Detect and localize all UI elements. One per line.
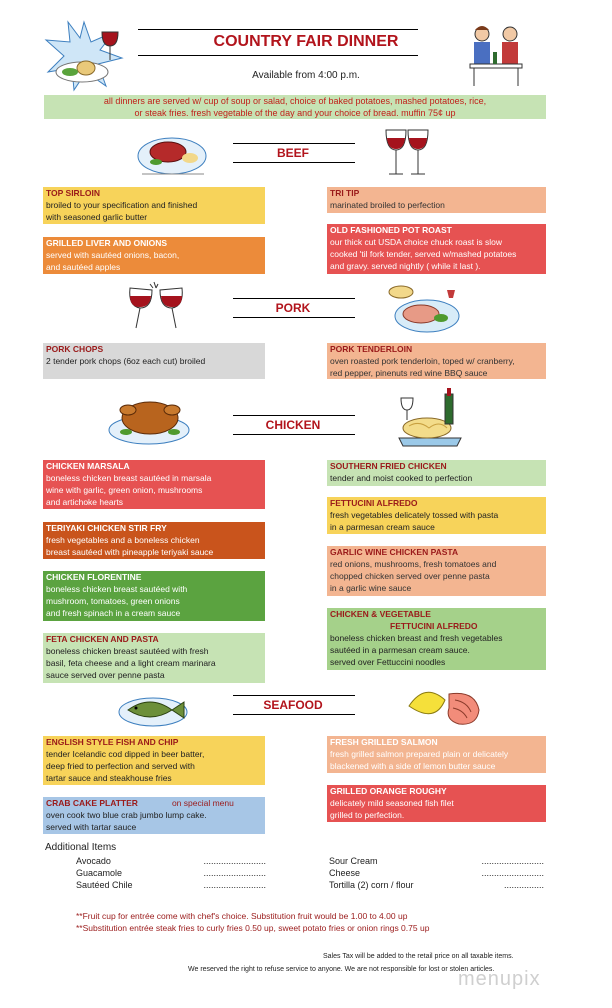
item-name: FETA CHICKEN AND PASTA (46, 634, 159, 644)
item-desc: deep fried to perfection and served with (46, 761, 195, 771)
menu-item-chicken-florentine[interactable] (43, 571, 265, 621)
item-name: PORK TENDERLOIN (330, 344, 413, 354)
roast-chicken-icon (106, 388, 192, 446)
pasta-wine-icon (395, 388, 465, 448)
pork-rule-bottom (233, 317, 355, 318)
item-name: FETTUCINI ALFREDO (330, 498, 418, 508)
item-desc: served with sautéed onions, bacon, (46, 250, 180, 260)
intro-banner (44, 95, 546, 119)
intro-line-1: all dinners are served w/ cup of soup or salad, choice of baked potatoes, mashed potatoes, rice, (103, 96, 487, 106)
addon-name: Guacamole (76, 868, 123, 878)
item-desc: wine with garlic, green onion, mushrooms (46, 485, 203, 495)
item-name: TERIYAKI CHICKEN STIR FRY (46, 523, 167, 533)
item-desc: our thick cut USDA choice chuck roast is slow (330, 237, 502, 247)
item-name: TRI TIP (330, 188, 360, 198)
menu-item-southern-fried[interactable] (327, 460, 546, 486)
item-desc: mushroom, tomatoes, green onions (46, 596, 180, 606)
item-desc: and sautéed apples (46, 262, 121, 272)
menu-item-fish-and-chip[interactable] (43, 736, 265, 785)
chicken-rule-bottom (233, 434, 355, 435)
chicken-rule-top (233, 415, 355, 416)
addon-name: Sautéed Chile (76, 880, 133, 890)
addon-leader: ................ (503, 880, 544, 890)
refuse-note: We reserved the right to refuse service to anyone. We are not responsible for lost or stolen articles. (188, 966, 495, 973)
watermark: menupix (458, 968, 541, 990)
item-desc: and gravy. served nightly ( while it last ). (330, 261, 481, 271)
menu-item-grilled-salmon[interactable] (327, 736, 546, 773)
addon-leader: ......................... (203, 856, 266, 866)
menu-item-chicken-marsala[interactable] (43, 460, 265, 509)
item-name: ENGLISH STYLE FISH AND CHIP (46, 737, 179, 747)
addon-leader: ......................... (481, 856, 544, 866)
section-chicken: CHICKEN (265, 418, 321, 432)
seafood-rule-bottom (233, 714, 355, 715)
item-desc: fresh grilled salmon prepared plain or delicately (330, 749, 509, 759)
item-name: GRILLED LIVER AND ONIONS (46, 238, 168, 248)
pork-plate-icon (385, 282, 461, 336)
menu-item-teriyaki-stir-fry[interactable] (43, 522, 265, 559)
title-rule-bottom (138, 55, 418, 56)
menu-item-feta-chicken-pasta[interactable] (43, 633, 265, 683)
tax-note: Sales Tax will be added to the retail price on all taxable items. (323, 953, 514, 960)
item-name: FRESH GRILLED SALMON (330, 737, 438, 747)
item-desc: served over Fettuccini noodles (330, 657, 446, 667)
addon-name: Sour Cream (329, 856, 378, 866)
page-title: COUNTRY FAIR DINNER (213, 33, 399, 50)
beef-rule-top (233, 143, 355, 144)
list-item (76, 868, 266, 880)
item-desc: 2 tender pork chops (6oz each cut) broiled (46, 356, 206, 366)
item-desc: cooked 'til fork tender, served w/mashed potatoes (330, 249, 517, 259)
menu-item-pork-tenderloin[interactable] (327, 343, 546, 379)
item-desc: with seasoned garlic butter (46, 212, 148, 222)
section-beef: BEEF (276, 146, 309, 160)
intro-line-2: or steak fries. fresh vegetable of the day and your choice of bread. muffin 75¢ up (134, 108, 456, 118)
menu-item-garlic-wine-pasta[interactable] (327, 546, 546, 596)
lemon-shrimp-icon (405, 684, 483, 730)
addon-name: Avocado (76, 856, 111, 866)
list-item (329, 856, 544, 868)
section-pork: PORK (275, 301, 311, 315)
steak-plate-icon (134, 128, 212, 180)
menu-item-crab-cake-platter[interactable] (43, 797, 265, 834)
item-desc: boneless chicken breast sautéed with (46, 584, 188, 594)
menu-item-tri-tip[interactable] (327, 187, 546, 213)
item-desc: grilled to perfection. (330, 810, 405, 820)
addon-name: Cheese (329, 868, 361, 878)
list-item (76, 880, 266, 892)
item-desc: fresh vegetables delicately tossed with pasta (330, 510, 499, 520)
item-name-line-2: FETTUCINI ALFREDO (390, 621, 478, 631)
menu-item-orange-roughy[interactable] (327, 785, 546, 822)
item-desc: served with tartar sauce (46, 822, 137, 832)
item-name: CRAB CAKE PLATTER (46, 798, 138, 808)
item-name: OLD FASHIONED POT ROAST (330, 225, 452, 235)
footnote-fries: **Substitution entrée steak fries to curly fries 0.50 up, sweet potato fries or onion rings 0.75 up (76, 923, 430, 933)
item-name: CHICKEN MARSALA (46, 461, 130, 471)
beef-rule-bottom (233, 162, 355, 163)
menu-item-pork-chops[interactable] (43, 343, 265, 379)
menu-item-pot-roast[interactable] (327, 224, 546, 274)
addon-leader: ......................... (203, 880, 266, 890)
item-desc: marinated broiled to perfection (330, 200, 445, 210)
item-desc: chopped chicken served over penne pasta (330, 571, 490, 581)
section-seafood: SEAFOOD (263, 698, 323, 712)
item-name: TOP SIRLOIN (46, 188, 101, 198)
item-desc: blackened with a side of lemon butter sauce (330, 761, 496, 771)
item-desc: boneless chicken breast sautéed with fresh (46, 646, 209, 656)
item-name: PORK CHOPS (46, 344, 104, 354)
seafood-rule-top (233, 695, 355, 696)
additional-right-list (329, 856, 544, 892)
list-item (329, 880, 544, 892)
footnote-fruit: **Fruit cup for entrée come with chef's choice. Substitution fruit would be 1.00 to 4.00 up (76, 911, 408, 921)
item-desc: oven cook two blue crab jumbo lump cake. (46, 810, 207, 820)
item-desc: tartar sauce and steakhouse fries (46, 773, 172, 783)
item-desc: oven roasted pork tenderloin, toped w/ cranberry, (330, 356, 515, 366)
item-desc: sauce served over penne pasta (46, 670, 165, 680)
item-desc: in a parmesan cream sauce (330, 522, 435, 532)
item-desc: red onions, mushrooms, fresh tomatoes and (330, 559, 497, 569)
pork-rule-top (233, 298, 355, 299)
item-desc: basil, feta cheese and a light cream marinara (46, 658, 216, 668)
item-desc: in a garlic wine sauce (330, 583, 412, 593)
item-name: CHICKEN & VEGETABLE (330, 609, 431, 619)
item-desc: breast sautéed with pineapple teriyaki sauce (46, 547, 214, 557)
menu-item-top-sirloin[interactable] (43, 187, 265, 224)
item-name: CHICKEN FLORENTINE (46, 572, 142, 582)
toast-glasses-icon (124, 278, 188, 332)
star-plate-icon (44, 20, 124, 92)
item-desc: sautéed in a parmesan cream sauce. (330, 645, 470, 655)
item-desc: broiled to your specification and finished (46, 200, 198, 210)
item-desc: delicately mild seasoned fish filet (330, 798, 454, 808)
title-rule-top (138, 29, 418, 30)
item-desc: boneless chicken breast sautéed in marsala (46, 473, 212, 483)
list-item (76, 856, 266, 868)
item-desc: tender Icelandic cod dipped in beer batter, (46, 749, 205, 759)
item-desc: tender and moist cooked to perfection (330, 473, 473, 483)
item-desc: boneless chicken breast and fresh vegetables (330, 633, 503, 643)
availability: Available from 4:00 p.m. (252, 70, 360, 81)
additional-left-list (76, 856, 266, 892)
menu-item-liver-onions[interactable] (43, 237, 265, 274)
item-desc: and artichoke hearts (46, 497, 124, 507)
additional-items-title: Additional Items (45, 842, 117, 853)
fish-plate-icon (116, 688, 190, 728)
addon-name: Tortilla (2) corn / flour (329, 880, 414, 890)
item-desc: red pepper, pinenuts red wine BBQ sauce (330, 368, 488, 378)
list-item (329, 868, 544, 880)
addon-leader: ......................... (481, 868, 544, 878)
item-desc: fresh vegetables and a boneless chicken (46, 535, 200, 545)
item-name: GARLIC WINE CHICKEN PASTA (330, 547, 459, 557)
item-name: GRILLED ORANGE ROUGHY (330, 786, 447, 796)
item-desc: and fresh spinach in a cream sauce (46, 608, 181, 618)
addon-leader: ......................... (203, 868, 266, 878)
menu-item-fettucini-alfredo[interactable] (327, 497, 546, 534)
special-note: on special menu (171, 798, 234, 808)
menu-item-chicken-vegetable-alfredo[interactable] (327, 608, 546, 670)
wine-glasses-icon (382, 124, 432, 184)
item-name: SOUTHERN FRIED CHICKEN (330, 461, 447, 471)
